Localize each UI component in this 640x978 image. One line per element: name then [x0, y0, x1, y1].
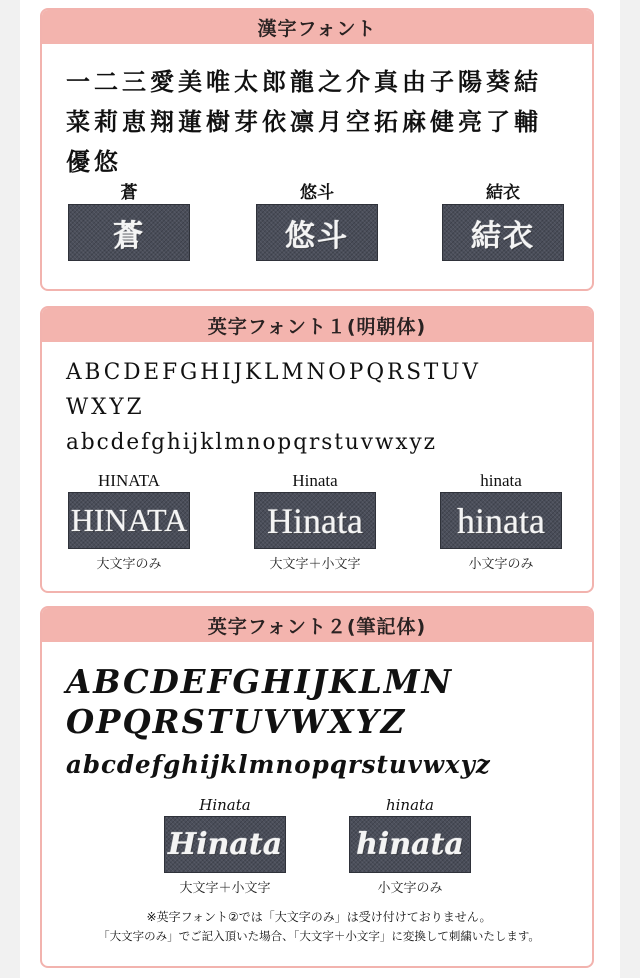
script-sample-1: [164, 794, 286, 896]
roman-sample-2: [254, 470, 376, 572]
script-uppercase-line-1: ABCDEFGHIJKLMN: [66, 662, 454, 701]
embroidery-patch: 結衣: [442, 204, 564, 261]
embroidery-patch: 悠斗: [256, 204, 378, 261]
embroidery-patch: Hinata: [164, 816, 286, 873]
embroidery-patch: HINATA: [68, 492, 190, 549]
sample-label: Hinata: [199, 796, 251, 814]
kanji-font-header: 漢字フォント: [42, 10, 592, 44]
kanji-line-1: 一二三愛美唯太郎龍之介真由子陽葵結: [66, 68, 542, 96]
script-font-card: [40, 606, 594, 968]
sample-caption: 小文字のみ: [468, 557, 534, 572]
embroidery-patch: 蒼: [68, 204, 190, 261]
roman-uppercase-line-1: ABCDEFGHIJKLMNOPQRSTUV: [66, 360, 481, 385]
sample-label: hinata: [480, 471, 522, 490]
sample-caption: 小文字のみ: [377, 881, 443, 896]
roman-uppercase-line-2: WXYZ: [66, 395, 145, 420]
kanji-sample-3: [442, 182, 564, 261]
roman-sample-1: [68, 470, 190, 572]
kanji-character-list: [66, 62, 576, 182]
sample-label: 蒼: [120, 183, 138, 203]
kanji-font-card: [40, 8, 594, 291]
kanji-sample-1: [68, 182, 190, 261]
script-uppercase-line-2: OPQRSTUVWXYZ: [66, 702, 407, 741]
sample-label: 悠斗: [300, 183, 334, 203]
embroidery-patch: Hinata: [254, 492, 376, 549]
embroidery-patch: hinata: [440, 492, 562, 549]
script-sample-2: [349, 794, 471, 896]
kanji-line-2: 菜莉恵翔蓮樹芽依凛月空拓麻健亮了輔: [66, 108, 542, 136]
sample-caption: 大文字＋小文字: [269, 557, 361, 572]
page: [20, 0, 620, 978]
script-lowercase-line: abcdefghijklmnopqrstuvwxyz: [66, 750, 491, 779]
sample-label: HINATA: [98, 471, 160, 490]
roman-sample-3: [440, 470, 562, 572]
kanji-sample-2: [256, 182, 378, 261]
roman-font-card: [40, 306, 594, 593]
script-font-header: 英字フォント２(筆記体): [42, 608, 592, 642]
sample-label: Hinata: [292, 471, 338, 490]
sample-label: 結衣: [486, 183, 520, 203]
embroidery-patch: hinata: [349, 816, 471, 873]
script-note-line-2: 「大文字のみ」でご記入頂いた場合、「大文字＋小文字」に変換して刺繍いたします。: [98, 929, 540, 943]
roman-lowercase-line: abcdefghijklmnopqrstuvwxyz: [66, 430, 438, 455]
sample-caption: 大文字＋小文字: [179, 881, 271, 896]
script-note-line-1: ※英字フォント②では「大文字のみ」は受け付けておりません。: [146, 910, 492, 924]
sample-caption: 大文字のみ: [96, 557, 162, 572]
sample-label: hinata: [385, 796, 435, 814]
roman-font-header: 英字フォント１(明朝体): [42, 308, 592, 342]
kanji-line-3: 優悠: [66, 148, 122, 176]
